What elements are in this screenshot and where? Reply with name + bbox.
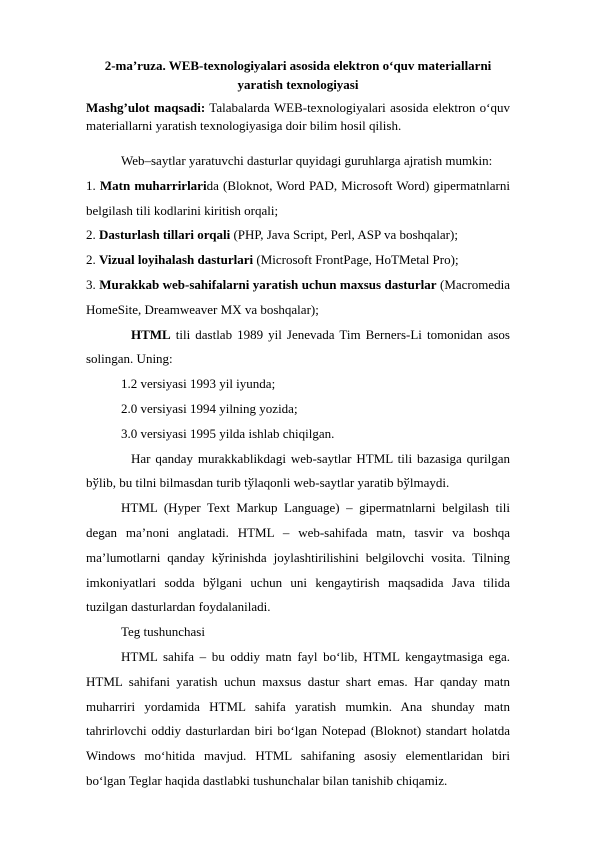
groups-section (86, 149, 510, 794)
html-page-paragraph: HTML sahifa – bu oddiy matn fayl bo‘lib, HTML kengaytmasiga ega. HTML sahifani yaratish uchun maxsus dastur shart emas. Har qanday matn muharriri yordamida HTML sahifa yaratish mumkin. Ana shunday matn tahrirlovchi oddiy dasturlardan biri bo‘lgan Notepad (Bloknot) standart holatda Windows mo‘hitida mavjud. HTML sahifaning asosiy elementlaridan biri bo‘lgan Teglar haqida dastlabki tushunchalar bilan tanishib chiqamiz. (86, 648, 510, 788)
group-item-2-title: Dasturlash tillari orqali (99, 227, 231, 243)
group-item-3-title: Vizual loyihalash dasturlari (99, 252, 254, 268)
group-item-3: 2. Vizual loyihalash dasturlari (Microsoft FrontPage, HoTMetal Pro); (86, 252, 459, 268)
group-item-1-title: Matn muharrirlari (99, 177, 207, 193)
group-item-1: 1. Matn muharrirlarida (Bloknot, Word PAD, Microsoft Word) gipermatnlarni belgilash tili kodlarini kiritish orqali; (86, 177, 510, 218)
group-item-2: 2. Dasturlash tillari orqali (PHP, Java Script, Perl, ASP va boshqalar); (86, 227, 458, 243)
title-line-1: 2-ma’ruza. WEB-texnologiyalari asosida elektron o‘quv materiallarni (104, 58, 492, 73)
intro-paragraph: Web–saytlar yaratuvchi dasturlar quyidagi guruhlarga ajratish mumkin: (121, 153, 493, 168)
goal-text: Talabalarda WEB-texnologiyalari asosida elektron o‘quv materiallarni yaratish texnologiyasiga doir bilim hosil qilish. (86, 100, 510, 133)
tag-heading: Teg tushunchasi (121, 624, 205, 640)
version-item: 2.0 versiyasi 1994 yilning yozida; (121, 400, 298, 416)
group-item-4-title: Murakkab web-sahifalarni yaratish uchun maxsus dasturlar (99, 276, 437, 292)
goal-label: Mashg’ulot maqsadi: (86, 100, 206, 115)
html-term: HTML (131, 326, 171, 342)
version-item: 3.0 versiyasi 1995 yilda ishlab chiqilgan. (121, 425, 335, 441)
version-item: 1.2 versiyasi 1993 yil iyunda; (121, 376, 276, 392)
group-item-4: 3. Murakkab web-sahifalarni yaratish uchun maxsus dasturlar (Macromedia HomeSite, Dreamweaver MX va boshqalar); (86, 276, 511, 317)
goal-paragraph (86, 99, 510, 135)
html-definition-paragraph: HTML (Hyper Text Markup Language) – gipermatnlarni belgilash tili degan ma’noni anglatadi. HTML – web-sahifada matn, tasvir va boshqa ma’lumotlarni qanday kўrinishda joylashtirilishini belgilovchi vosita. Tilning imkoniyatlari sodda bўlgani uchun uni kengaytirish maqsadida Java tilida tuzilgan dasturlardan foydalaniladi. (86, 500, 510, 615)
complex-sites-paragraph: Har qanday murakkablikdagi web-saytlar HTML tili bazasiga qurilgan bўlib, bu tilni bilmasdan turib tўlaqonli web-saytlar yaratib bўlmaydi. (86, 450, 510, 491)
title-line-2: yaratish texnologiyasi (237, 77, 359, 92)
lecture-title (86, 56, 510, 94)
html-history-paragraph: HTML tili dastlab 1989 yil Jenevada Tim Berners-Li tomonidan asos solingan. Uning: (86, 326, 510, 367)
